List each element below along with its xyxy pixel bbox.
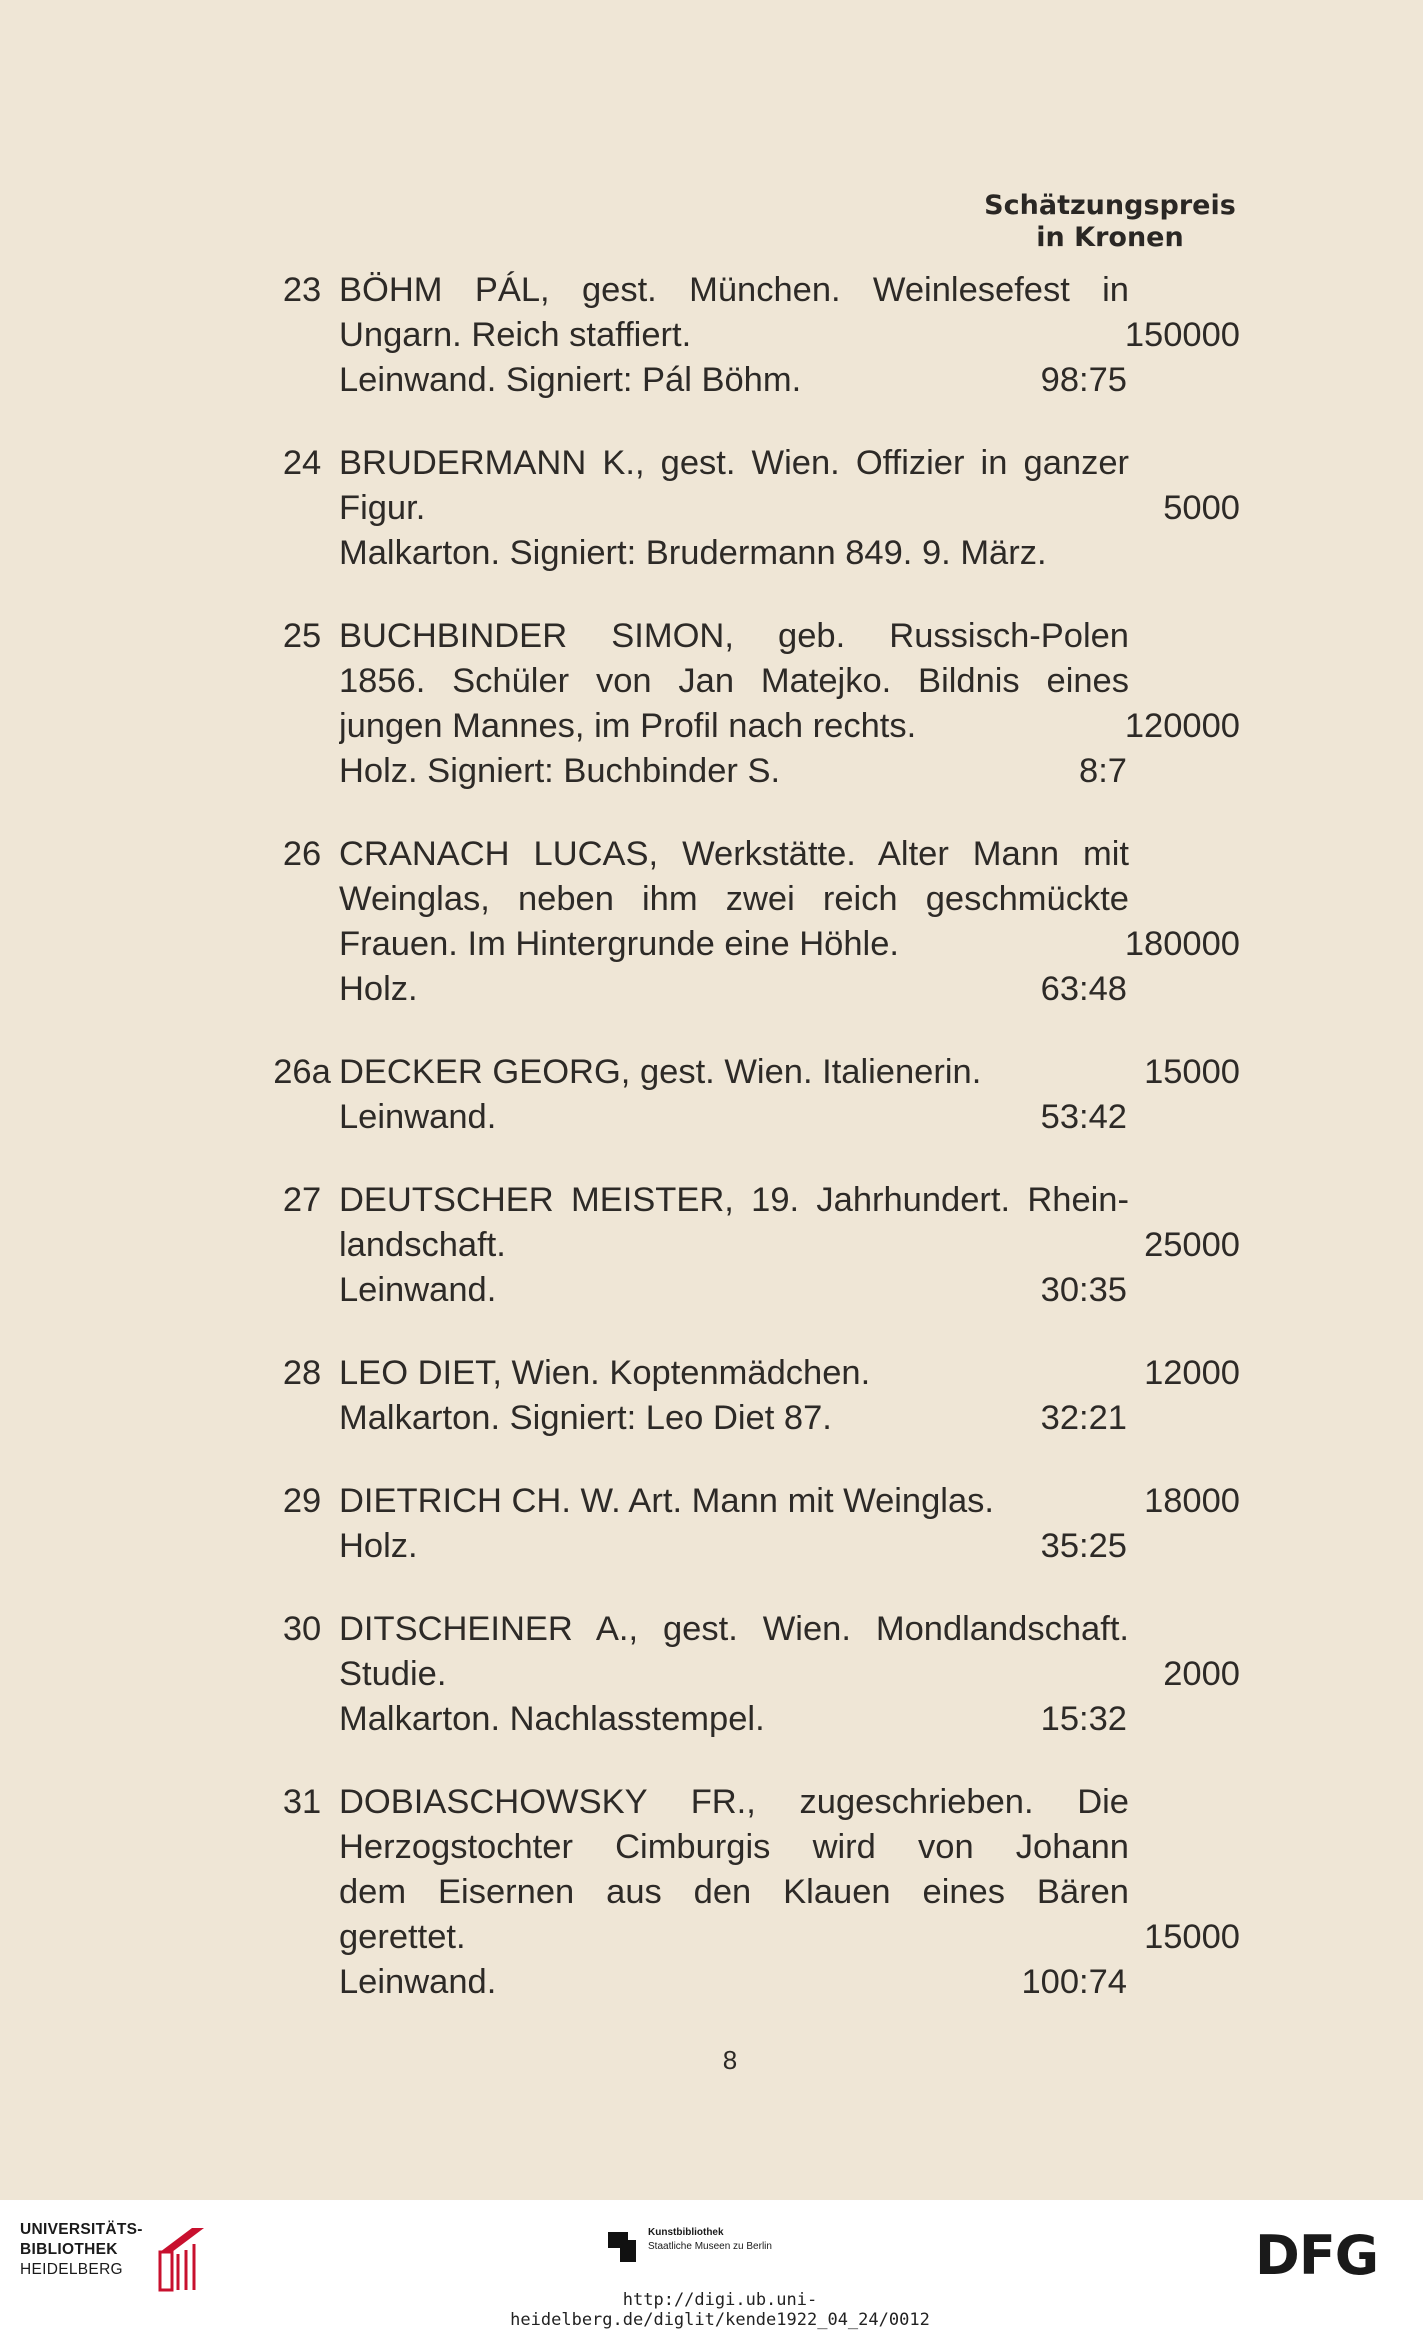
catalog-entry	[0, 614, 1423, 794]
estimate-column-header	[980, 190, 1240, 254]
entry-text: DITSCHEINER A., gest. Wien. Mondlandschaft.	[339, 1610, 1129, 1648]
entry-text: Malkarton. Signiert: Brudermann 849. 9. März.	[339, 534, 1047, 572]
entry-line	[0, 1607, 1423, 1652]
ub-mark-icon	[152, 2224, 212, 2294]
entry-line	[0, 922, 1423, 967]
entry-text: DECKER GEORG, gest. Wien. Italienerin.	[339, 1053, 982, 1091]
entry-text: BÖHM PÁL, gest. München. Weinlesefest in	[339, 271, 1129, 309]
estimate-price: 2000	[1163, 1655, 1240, 1693]
entry-line	[0, 1780, 1423, 1825]
entry-text: Holz.	[339, 1527, 418, 1565]
footer-bar	[0, 2200, 1423, 2330]
estimate-price: 18000	[1144, 1482, 1240, 1520]
entry-text: Studie.	[339, 1655, 447, 1693]
catalog-entry	[0, 268, 1423, 403]
entry-line	[0, 832, 1423, 877]
entry-text: Leinwand.	[339, 1271, 497, 1309]
entry-text: Figur.	[339, 489, 426, 527]
entry-line	[0, 1095, 1423, 1140]
catalog-entries	[0, 268, 1423, 2043]
dimensions: 63:48	[1040, 970, 1127, 1008]
entry-text: Leinwand.	[339, 1963, 497, 2001]
catalog-entry	[0, 1351, 1423, 1441]
entry-text: LEO DIET, Wien. Koptenmädchen.	[339, 1354, 871, 1392]
dimensions: 53:42	[1040, 1098, 1127, 1136]
kb-line-1: Kunstbibliothek	[648, 2227, 724, 2238]
entry-text: DIETRICH CH. W. Art. Mann mit Weinglas.	[339, 1482, 994, 1520]
estimate-price: 180000	[1124, 925, 1240, 963]
catalog-entry	[0, 1178, 1423, 1313]
entry-line	[0, 1960, 1423, 2005]
entry-line	[0, 659, 1423, 704]
kunstbibliothek-logo[interactable]	[604, 2222, 834, 2282]
catalog-entry	[0, 832, 1423, 1012]
ub-logo-line-2: BIBLIOTHEK	[20, 2241, 118, 2258]
lot-number: 24	[282, 444, 322, 482]
entry-line	[0, 1479, 1423, 1524]
entry-text: 1856. Schüler von Jan Matejko. Bildnis eines	[339, 662, 1129, 700]
estimate-header-line-1: Schätzungspreis	[984, 190, 1236, 221]
estimate-price: 12000	[1144, 1354, 1240, 1392]
estimate-price: 120000	[1124, 707, 1240, 745]
lot-number: 31	[282, 1783, 322, 1821]
entry-line	[0, 1697, 1423, 1742]
lot-number: 26	[282, 835, 322, 873]
entry-line	[0, 531, 1423, 576]
catalog-entry	[0, 1479, 1423, 1569]
catalog-entry	[0, 441, 1423, 576]
lot-number: 25	[282, 617, 322, 655]
entry-line	[0, 1351, 1423, 1396]
entry-line	[0, 1396, 1423, 1441]
source-url-link[interactable]: http://digi.ub.uni-heidelberg.de/diglit/kende1922_04_24/0012	[510, 2290, 930, 2330]
entry-text: gerettet.	[339, 1918, 466, 1956]
lot-number: 23	[282, 271, 322, 309]
entry-text: Holz. Signiert: Buchbinder S.	[339, 752, 781, 790]
entry-line	[0, 1268, 1423, 1313]
entry-line	[0, 1915, 1423, 1960]
entry-text: landschaft.	[339, 1226, 506, 1264]
entry-text: Ungarn. Reich staffiert.	[339, 316, 692, 354]
entry-text: BUCHBINDER SIMON, geb. Russisch-Polen	[339, 617, 1129, 655]
entry-line	[0, 358, 1423, 403]
ub-heidelberg-logo[interactable]	[20, 2220, 210, 2300]
entry-line	[0, 1223, 1423, 1268]
dimensions: 98:75	[1040, 361, 1127, 399]
estimate-price: 15000	[1144, 1053, 1240, 1091]
lot-number: 28	[282, 1354, 322, 1392]
entry-text: Leinwand. Signiert: Pál Böhm.	[339, 361, 802, 399]
catalog-entry	[0, 1607, 1423, 1742]
estimate-header-line-2: in Kronen	[1036, 222, 1184, 253]
entry-line	[0, 313, 1423, 358]
entry-text: Malkarton. Signiert: Leo Diet 87.	[339, 1399, 832, 1437]
entry-text: Weinglas, neben ihm zwei reich geschmückte	[339, 880, 1129, 918]
kunstbibliothek-mark-icon	[604, 2226, 640, 2266]
entry-line	[0, 486, 1423, 531]
entry-text: Malkarton. Nachlasstempel.	[339, 1700, 765, 1738]
entry-text: Holz.	[339, 970, 418, 1008]
entry-line	[0, 1870, 1423, 1915]
entry-text: Frauen. Im Hintergrunde eine Höhle.	[339, 925, 899, 963]
ub-logo-line-3: HEIDELBERG	[20, 2261, 123, 2278]
entry-text: Herzogstochter Cimburgis wird von Johann	[339, 1828, 1129, 1866]
entry-line	[0, 877, 1423, 922]
entry-text: jungen Mannes, im Profil nach rechts.	[339, 707, 917, 745]
dimensions: 35:25	[1040, 1527, 1127, 1565]
dimensions: 30:35	[1040, 1271, 1127, 1309]
entry-line	[0, 1050, 1423, 1095]
lot-number: 29	[282, 1482, 322, 1520]
entry-line	[0, 1652, 1423, 1697]
estimate-price: 25000	[1144, 1226, 1240, 1264]
lot-number: 26a	[273, 1053, 331, 1091]
entry-text: CRANACH LUCAS, Werkstätte. Alter Mann mit	[339, 835, 1129, 873]
entry-text: Leinwand.	[339, 1098, 497, 1136]
estimate-price: 150000	[1124, 316, 1240, 354]
entry-text: BRUDERMANN K., gest. Wien. Offizier in ganzer	[339, 444, 1129, 482]
lot-number: 27	[282, 1181, 322, 1219]
dimensions: 8:7	[1079, 752, 1127, 790]
estimate-price: 15000	[1144, 1918, 1240, 1956]
kb-line-2: Staatliche Museen zu Berlin	[648, 2241, 772, 2252]
dimensions: 100:74	[1021, 1963, 1127, 2001]
entry-line	[0, 967, 1423, 1012]
catalog-entry	[0, 1050, 1423, 1140]
page-number: 8	[722, 2045, 738, 2075]
entry-text: DEUTSCHER MEISTER, 19. Jahrhundert. Rhein-	[339, 1181, 1129, 1219]
ub-logo-line-1: UNIVERSITÄTS-	[20, 2221, 143, 2238]
entry-line	[0, 441, 1423, 486]
lot-number: 30	[282, 1610, 322, 1648]
entry-line	[0, 614, 1423, 659]
entry-line	[0, 1825, 1423, 1870]
entry-text: DOBIASCHOWSKY FR., zugeschrieben. Die	[339, 1783, 1129, 1821]
entry-line	[0, 749, 1423, 794]
entry-line	[0, 1524, 1423, 1569]
entry-text: dem Eisernen aus den Klauen eines Bären	[339, 1873, 1129, 1911]
entry-line	[0, 704, 1423, 749]
dimensions: 32:21	[1040, 1399, 1127, 1437]
entry-line	[0, 268, 1423, 313]
dfg-logo[interactable]: DFG	[1255, 2224, 1379, 2287]
estimate-price: 5000	[1163, 489, 1240, 527]
catalog-entry	[0, 1780, 1423, 2005]
entry-line	[0, 1178, 1423, 1223]
dimensions: 15:32	[1040, 1700, 1127, 1738]
